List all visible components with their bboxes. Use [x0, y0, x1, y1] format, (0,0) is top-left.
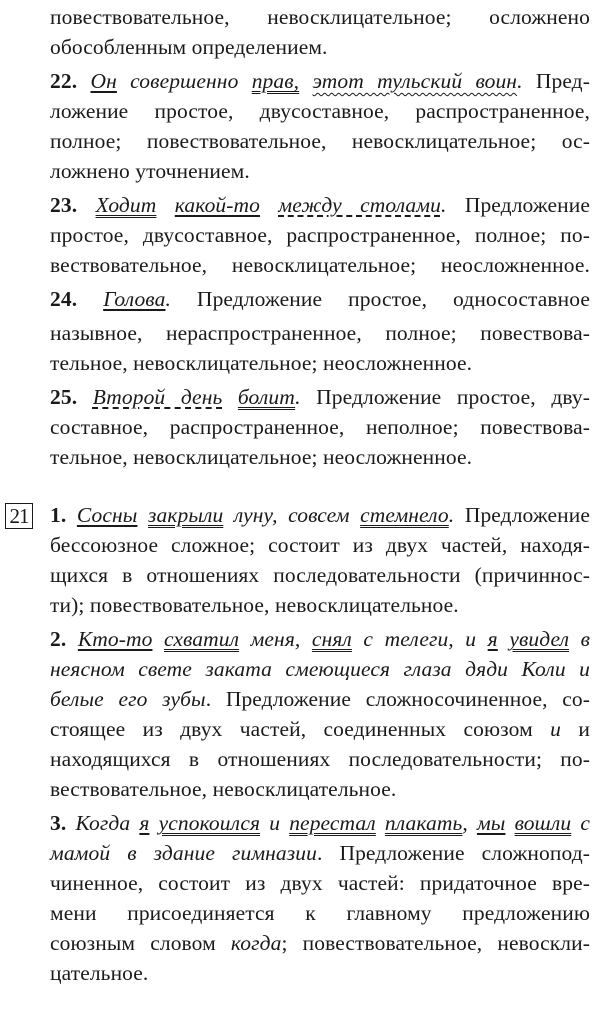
text-fragment: .	[295, 385, 301, 409]
text-fragment: Предложение	[454, 503, 591, 527]
text-fragment: .	[517, 69, 523, 93]
text-fragment	[505, 811, 514, 835]
text-fragment: Предложение простое, дву-	[300, 385, 591, 409]
predicate-underline: Ходит	[95, 193, 157, 217]
text-line	[50, 684, 590, 714]
example-sentence	[77, 503, 454, 527]
subject-underline: я	[139, 811, 150, 835]
text-line: мени присоединяется к главному предложению	[50, 901, 590, 925]
predicate-underline: стемнело	[360, 503, 449, 527]
text-fragment: ,	[462, 811, 477, 835]
predicate-underline: увидел	[509, 627, 570, 651]
text-fragment	[299, 69, 312, 93]
text-line: щихся в отношениях последовательности (причиннос-	[50, 563, 590, 587]
text-fragment: союзным словом	[50, 931, 231, 955]
text-fragment	[376, 811, 385, 835]
text-fragment: совершенно	[116, 69, 252, 93]
text-line: неясном свете заката смеющиеся глаза дяди Коли и	[50, 657, 590, 681]
text-fragment: Когда	[75, 811, 140, 835]
text-fragment: Пред-	[522, 69, 590, 93]
text-line: повествовательное, невосклицательное; осложнено	[50, 5, 590, 29]
text-fragment: мамой в здание гимназии	[50, 841, 317, 865]
text-line: вествовательное, невосклицательное.	[50, 777, 397, 801]
item-24	[50, 284, 590, 314]
example-sentence	[78, 627, 590, 651]
apposition-wavy-underline: этот тульский воин	[312, 69, 518, 93]
text-line: ложнено уточнением.	[50, 159, 250, 183]
text-fragment: когда	[230, 931, 282, 955]
example-sentence	[90, 69, 522, 93]
subject-underline: Он	[90, 69, 117, 93]
item-number: 2.	[50, 627, 67, 651]
text-fragment	[222, 385, 238, 409]
predicate-underline: плакать	[384, 811, 463, 835]
predicate-underline: схватил	[163, 627, 240, 651]
item-number: 3.	[50, 811, 67, 835]
text-fragment: . Предложение сложносочиненное, со-	[205, 687, 590, 711]
text-line: цательное.	[50, 961, 149, 985]
item-number: 24.	[50, 287, 78, 311]
exercise-number-box: 21	[5, 503, 33, 529]
item-25	[50, 382, 590, 412]
text-line: ти); повествовательное, невосклицательное.	[50, 593, 459, 617]
text-fragment: .	[165, 287, 171, 311]
item-number: 1.	[50, 503, 67, 527]
adverbial-dashed-underline: между столами	[278, 193, 441, 217]
adverbial-dashed-underline: Второй день	[92, 385, 223, 409]
text-fragment: и	[578, 717, 591, 741]
text-line	[50, 714, 590, 744]
text-fragment: .	[448, 503, 455, 527]
item-number: 23.	[50, 193, 78, 217]
predicate-underline: прав,	[251, 69, 300, 93]
text-fragment: .	[440, 193, 447, 217]
subject-underline: Кто-то	[77, 627, 153, 651]
text-fragment: и	[260, 811, 290, 835]
text-fragment	[137, 503, 148, 527]
text-line: чиненное, состоит из двух частей: придаточное вре-	[50, 871, 590, 895]
predicate-underline: вошли	[514, 811, 572, 835]
predicate-underline: болит	[237, 385, 296, 409]
subject-underline: какой-то	[174, 193, 261, 217]
text-fragment	[260, 193, 278, 217]
example-sentence	[103, 287, 171, 311]
text-fragment: стоящее из двух частей, соединенных союзом	[50, 717, 533, 741]
text-line: тельное, невосклицательное; неосложненное.	[50, 351, 473, 375]
text-fragment: луну, совсем	[223, 503, 361, 527]
text-fragment: Предложение	[446, 193, 591, 217]
text-line: составное, распространенное, неполное; повествова-	[50, 415, 590, 439]
text-line: полное; повествовательное, невосклицательное; ос-	[50, 129, 590, 153]
example-sentence	[93, 385, 301, 409]
text-fragment	[156, 193, 174, 217]
text-fragment: . Предложение сложнопод-	[316, 841, 590, 865]
predicate-underline: снял	[311, 627, 352, 651]
text-line	[50, 928, 590, 958]
text-line: простое, двусоставное, распространенное, полное; по-	[50, 223, 590, 247]
text-fragment: в	[569, 627, 591, 651]
item-2	[50, 624, 590, 654]
item-22	[50, 66, 590, 96]
text-line: ложение простое, двусоставное, распространенное,	[50, 99, 590, 123]
text-fragment	[152, 627, 164, 651]
item-3	[50, 808, 590, 838]
text-fragment: белые его зубы	[50, 687, 206, 711]
item-number: 25.	[50, 385, 78, 409]
predicate-underline: перестал	[289, 811, 376, 835]
text-line: находящихся в отношениях последовательности; по-	[50, 747, 590, 771]
example-sentence	[75, 811, 590, 835]
text-fragment: ; повествовательное, невоскли-	[281, 931, 590, 955]
item-1	[50, 500, 590, 530]
text-line: бессоюзное сложное; состоит из двух частей, находя-	[50, 533, 590, 557]
text-line: вествовательное, невосклицательное; неосложненное.	[50, 253, 590, 277]
predicate-underline: закрыли	[148, 503, 224, 527]
text-line: тельное, невосклицательное; неосложненное.	[50, 445, 473, 469]
text-line: обособленным определением.	[50, 35, 328, 59]
example-sentence	[96, 193, 447, 217]
subject-underline: Голова	[103, 287, 166, 311]
subject-underline: я	[487, 627, 498, 651]
text-fragment: Предложение простое, односоставное	[170, 287, 590, 311]
conjunction: и	[550, 717, 562, 741]
text-fragment	[149, 811, 158, 835]
item-number: 22.	[50, 69, 78, 93]
text-fragment: меня,	[239, 627, 312, 651]
subject-underline: Сосны	[76, 503, 138, 527]
text-line: назывное, нераспространенное, полное; повествова-	[50, 321, 590, 345]
text-fragment: с телеги, и	[351, 627, 488, 651]
text-line	[50, 838, 590, 868]
text-fragment: с	[571, 811, 590, 835]
subject-underline: мы	[476, 811, 506, 835]
item-23	[50, 190, 590, 220]
text-fragment	[498, 627, 510, 651]
predicate-underline: успокоился	[158, 811, 261, 835]
